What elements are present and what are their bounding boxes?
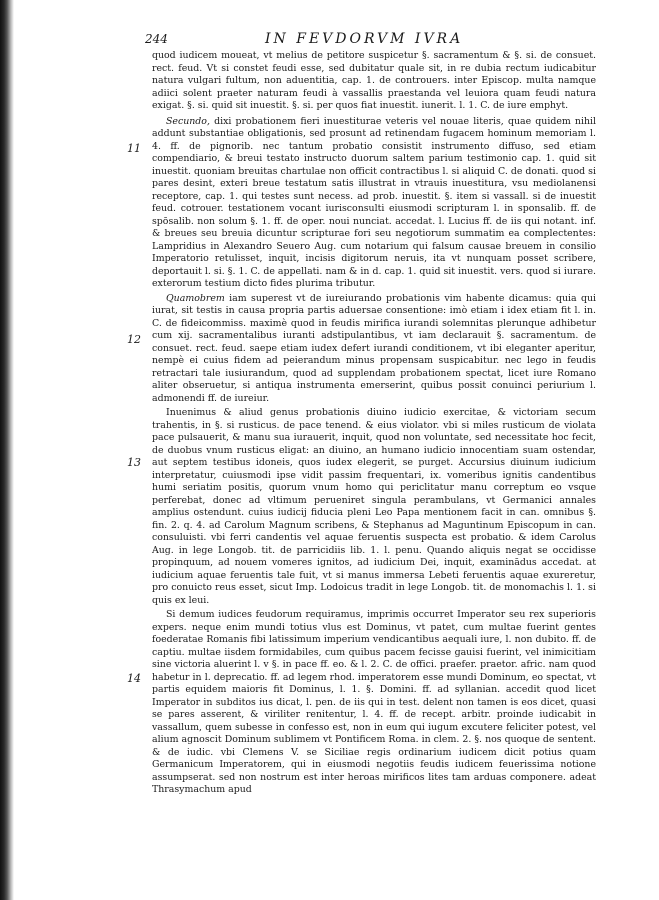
binding-gutter (0, 0, 14, 900)
margin-numeral: 11 (127, 142, 141, 155)
paragraph (152, 407, 596, 607)
paragraph-text: dixi probationem fieri inuestiturae veteris vel nouae literis, quae quidem nihil addunt substantiae obligationis, sed prosunt ad retinendam fugacem hominum memoriam l. 4. ff. de pignorib. nec tantum probatio consistit instrumento diffuso, sed etiam compendiario, & breui testato instructo duorum saltem parium testimonio cap. 1. quid sit inuestit. quoniam breuitas chartulae non officit contractibus l. si aliquid C. de donati. quod si pares desint, exteri breue testatum satis illustrat in vtrauis inuestitura, vsu mediolanensi receptore, cap. 1. qui testes sunt necess. ad prob. inuestit. §. item si vassall. si de inuestit feud. cotrouer. testationem vocant iurisconsulti eiusmodi scripturam l. in sponsalib. ff. de spōsalib. non solum §. 1. ff. de oper. noui nunciat. accedat. l. Lucius ff. de iis qui notant. inf. & breues seu breuia dicuntur scripturae fori seu negotiorum summatim ea complectentes: Lampridius in Alexandro Seuero Aug. cum notarium qui falsum causae breuem in consilio Imperatorio retulisset, inquit, incisis digitorum neruis, ita vt nunquam posset scribere, deportauit l. si. §. 1. C. de appellati. nam & in d. cap. 1. quid sit inuestit. vers. quod si iurare. exterorum testium dicto fides plurima tributur. (152, 115, 596, 289)
body-text (152, 50, 596, 797)
margin-numeral: 13 (127, 456, 141, 469)
paragraph-text: Inuenimus & aliud genus probationis diuino iudicio exercitae, & victoriam secum trahentis, in §. si rusticus. de pace tenend. & eius violator. vbi si miles rusticum de violata pace pulsauerit, & manu sua iurauerit, inquit, quod non voluntate, sed necessitate hoc fecit, de duobus vnum rusticus eligat: an diuino, an humano iudicio innocentiam suam ostendar, aut septem testibus idoneis, quos iudex elegerit, se purget. Accursius diuinum iudicium interpretatur, cuiusmodi ipse vidit passim frequentari, ix. vomeribus ignitis candentibus humi seriatim positis, quorum vnum homo qui periclitatur manu correptum eo vsque perferebat, donec ad vltimum perueniret singula perambulans, vt Germanici annales amplius ostendunt. cuius iudicij fiducia pleni Leo Papa mentionem facit in can. omnibus §. fin. 2. q. 4. ad Carolum Magnum scribens, & Stephanus ad Maguntinum Episcopum in can. consuluisti. vbi ferri candentis vel aquae feruentis suspecta est probatio. & idem Carolus Aug. in lege Longob. tit. de parricidiis lib. 1. l. penu. Quando aliquis negat se occidisse propinquum, ad nouem vomeres ignitos, ad iudicium Dei, inquit, examinādus accedat. at iudicium aquae feruentis tale fuit, vt si manus immersa Lebeti feruentis aquae exureretur, pro conuicto reus esset, sicut Imp. Lodoicus tradit in lege Longob. tit. de monomachis l. 1. si quis ex leui. (152, 407, 596, 606)
running-head: IN FEVDORVM IVRA (265, 31, 464, 47)
paragraph (152, 609, 596, 797)
paragraph-lead: Secundo, (166, 115, 210, 127)
paragraph (152, 116, 596, 291)
page-number: 244 (145, 32, 168, 46)
margin-numeral: 14 (127, 672, 141, 685)
paragraph-text: iam superest vt de iureiurando probationis vim habente dicamus: quia qui iurat, sit testis in causa propria partis aduersae consentione: imò etiam i idex etiam fit l. in. C. de fideicommiss. maximè quod in feudis mirifica iurandi solemnitas plerunque adhibetur cum xij. sacramentalibus iuranti adstipulantibus, vt iam declarauit §. sacramentum. de consuet. rect. feud. saepe etiam iudex defert iurandi conditionem, vt ibi eleganter aperitur, nempè ei cuius fidem ad peierandum minus propensam suspicabitur. nec lego in feudis retractari tale iusiurandum, quod ad supplendam probationem spectat, licet iure Romano aliter obseruetur, si antiqua instrumenta emerserint, quibus possit conuinci periurium l. admonendi ff. de iureiur. (152, 292, 596, 404)
paragraph-text: Si demum iudices feudorum requiramus, imprimis occurret Imperator seu rex superioris expers. neque enim mundi totius vlus est Dominus, vt patet, cum multae fuerint gentes foederatae Romanis fibi latissimum imperium vendicantibus aequali iure, l. non dubito. ff. de captiu. multae iisdem formidabiles, cum quibus pacem fecisse gauisi fuerint, vel inimicitiam sine victoria aluerint l. v §. in pace ff. eo. & l. 2. C. de offici. praefer. praetor. afric. nam quod habetur in l. deprecatio. ff. ad legem rhod. imperatorem esse mundi Dominum, eo spectat, vt partis equidem maioris fit Dominus, l. 1. §. Domini. ff. ad syllanian. accedit quod licet Imperator in subditos ius dicat, l. pen. de iis qui in test. delent non tamen is eos dicet, quasi se pares asserent, & viriliter renitentur, l. 4. ff. de recept. arbitr. proinde iudicabit in vassallum, quem subesse in confesso est, non in eum qui iugum excutere feliciter potest, vel alium agnoscit Dominum sublimem vt Pontificem Roma. in clem. 2. §. nos quoque de sentent. & de iudic. vbi Clemens V. se Siciliae regis ordinarium iudicem dicit potius quam Germanicum Imperatorem, qui in eiusmodi negotiis feudis iudicem feuerissima notione assumpserat. sed non nostrum est inter heroas mirificos lites tam arduas componere. adeat Thrasymachum apud (152, 609, 596, 795)
margin-numeral: 12 (127, 333, 141, 346)
paragraph (152, 50, 596, 113)
paragraph-lead: Quamobrem (166, 292, 225, 304)
paragraph-text: quod iudicem moueat, vt melius de petitore suspicetur §. sacramentum & §. si. de consuet. rect. feud. Vt si constet feudi esse, sed dubitatur quale sit, in re dubia rectum iudicabitur natura vulgari fultum, non aduentitia, cap. 1. de controuers. inter Episcop. multa namque adiici solent praeter naturam feudi à vassallis praestanda vel leuiora quam feudi natura exigat. §. si. quid sit inuestit. §. si. per quos fiat inuestit. iunerit. l. 1. C. de iure emphyt. (152, 50, 596, 111)
paragraph (152, 293, 596, 406)
